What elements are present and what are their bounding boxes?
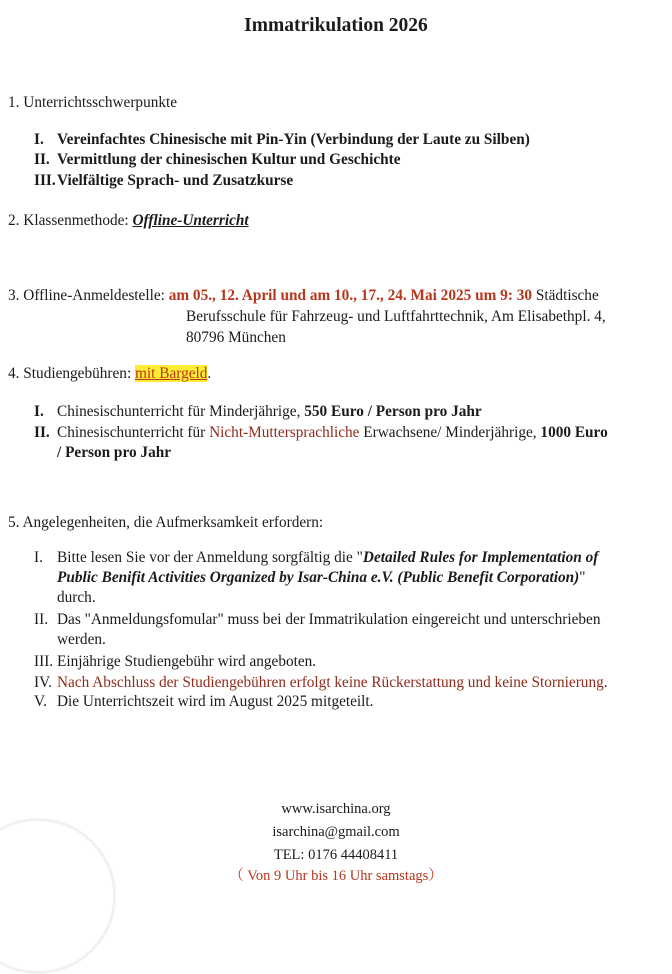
- section3-address-line: Berufsschule für Fahrzeug- und Luftfahrttechnik, Am Elisabethpl. 4,: [186, 308, 606, 325]
- section4-item-num: II.: [34, 424, 50, 441]
- section4-end: .: [207, 365, 212, 382]
- section5-item-text: Die Unterrichtszeit wird im August 2025 mitgeteilt.: [57, 693, 374, 710]
- payment-method-highlight: mit Bargeld: [135, 365, 208, 382]
- section3-city-line: 80796 München: [186, 329, 286, 346]
- section5-item-text: Bitte lesen Sie vor der Anmeldung sorgfältig die "Detailed Rules for Implementation of: [57, 549, 599, 566]
- section4-label: 4. Studiengebühren:: [8, 365, 136, 382]
- section5-item-num: II.: [34, 611, 49, 628]
- section1-item-num: II.: [34, 151, 50, 168]
- section2-line: [8, 211, 249, 231]
- section1-item-num: III.: [34, 172, 56, 189]
- section4-item-num: I.: [34, 403, 44, 420]
- section5-item-text-cont: werden.: [57, 631, 106, 648]
- section5-item-text-cont: Public Benifit Activities Organized by Isar-China e.V. (Public Benefit Corporation)": [57, 569, 586, 586]
- section5-item-num: IV.: [34, 674, 52, 691]
- section3-label: 3. Offline-Anmeldestelle:: [8, 287, 169, 304]
- price-minors: 550 Euro / Person pro Jahr: [304, 403, 482, 420]
- price-adults-unit: / Person pro Jahr: [57, 444, 172, 461]
- section5-item-num: III.: [34, 653, 54, 670]
- section4-item-text: Chinesischunterricht für Nicht-Muttersprachliche Erwachsene/ Minderjährige, 1000 Euro: [57, 424, 608, 441]
- email-link[interactable]: isarchina@gmail.com: [272, 824, 400, 840]
- section2-label: 2. Klassenmethode:: [8, 212, 133, 229]
- rules-document-title-part2: Public Benifit Activities Organized by Isar-China e.V. (Public Benefit Corporation): [57, 569, 580, 586]
- section5-item-text: Nach Abschluss der Studiengebühren erfolgt keine Rückerstattung und keine Stornierung.: [57, 674, 608, 691]
- section5-item-num: I.: [34, 549, 43, 566]
- section3-line1: [8, 286, 664, 306]
- price-adults: 1000 Euro: [540, 424, 608, 441]
- section1-item-text: Vermittlung der chinesischen Kultur und Geschichte: [57, 151, 401, 168]
- section4-line: [8, 364, 211, 384]
- no-refund-notice: Nach Abschluss der Studiengebühren erfolgt keine Rückerstattung und keine Stornierung: [57, 674, 604, 691]
- section5-heading: 5. Angelegenheiten, die Aufmerksamkeit erfordern:: [8, 514, 324, 531]
- section5-item-text: Einjährige Studiengebühr wird angeboten.: [57, 653, 317, 670]
- rules-document-title-part1: Detailed Rules for Implementation of: [362, 549, 599, 566]
- office-hours: （ Von 9 Uhr bis 16 Uhr samstags）: [229, 868, 443, 884]
- section5-item-text-end: durch.: [57, 589, 96, 606]
- phone-number: TEL: 0176 44408411: [273, 847, 399, 863]
- section3-line1-rest: Städtische: [532, 287, 599, 304]
- section5-item-text: Das "Anmeldungsfomular" muss bei der Immatrikulation eingereicht und unterschrieben: [57, 611, 601, 628]
- section5-item-num: V.: [34, 693, 47, 710]
- class-method-value: Offline-Unterricht: [132, 212, 249, 229]
- non-native-label: Nicht-Muttersprachliche: [209, 424, 360, 441]
- section1-heading: 1. Unterrichtsschwerpunkte: [8, 94, 178, 111]
- section1-item-num: I.: [34, 131, 44, 148]
- page-title: Immatrikulation 2026: [244, 15, 428, 36]
- registration-dates: am 05., 12. April und am 10., 17., 24. Mai 2025 um 9: 30: [168, 287, 533, 304]
- website-link[interactable]: www.isarchina.org: [281, 801, 391, 817]
- section1-item-text: Vereinfachtes Chinesische mit Pin-Yin (Verbindung der Laute zu Silben): [57, 131, 530, 148]
- section4-item-text: Chinesischunterricht für Minderjährige, 550 Euro / Person pro Jahr: [57, 403, 482, 420]
- section1-item-text: Vielfältige Sprach- und Zusatzkurse: [57, 172, 294, 189]
